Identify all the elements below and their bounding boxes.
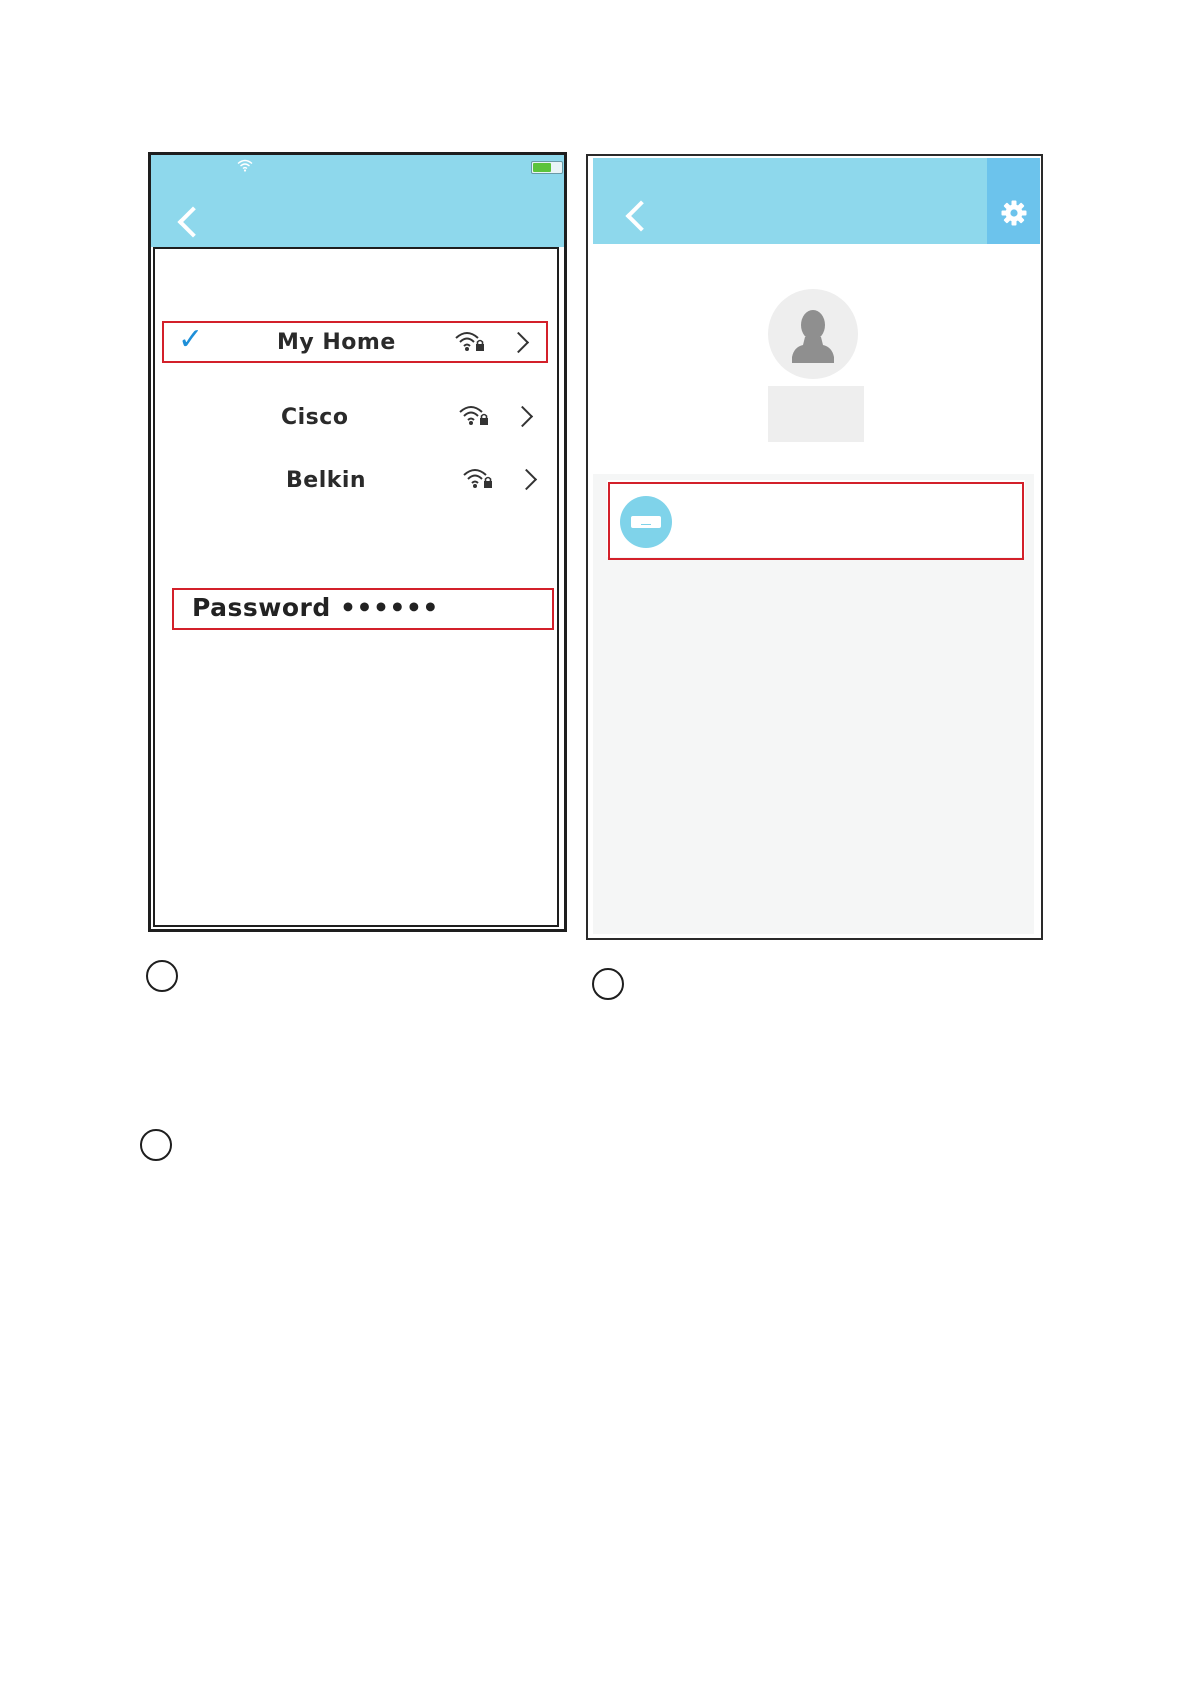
username-placeholder: [768, 386, 864, 442]
gear-icon: [1000, 199, 1028, 227]
air-conditioner-icon: [620, 496, 672, 548]
step-marker: [140, 1129, 172, 1161]
ac-unit-shape: [631, 516, 661, 528]
wifi-locked-icon: [462, 467, 494, 489]
step-marker: [146, 960, 178, 992]
avatar: [768, 289, 858, 379]
wifi-locked-icon: [458, 404, 490, 426]
network-name: My Home: [277, 330, 396, 355]
selected-check-icon: ✓: [178, 322, 204, 357]
network-selection-screen: [148, 152, 567, 932]
top-bar: [151, 155, 564, 247]
status-wifi-icon: [237, 159, 253, 172]
battery-icon: [531, 161, 563, 174]
device-list-screen: [586, 154, 1043, 940]
ac-vent-line: [641, 524, 651, 525]
password-label: Password ••••••: [192, 593, 439, 622]
top-bar: [593, 158, 1034, 244]
user-icon: [790, 307, 836, 365]
step-marker: [592, 968, 624, 1000]
network-name[interactable]: Belkin: [286, 468, 367, 493]
battery-level: [533, 163, 551, 172]
back-button[interactable]: [625, 200, 656, 231]
wifi-locked-icon: [454, 330, 486, 352]
network-name[interactable]: Cisco: [281, 405, 349, 430]
back-button[interactable]: [177, 206, 208, 237]
settings-button[interactable]: [987, 158, 1040, 244]
